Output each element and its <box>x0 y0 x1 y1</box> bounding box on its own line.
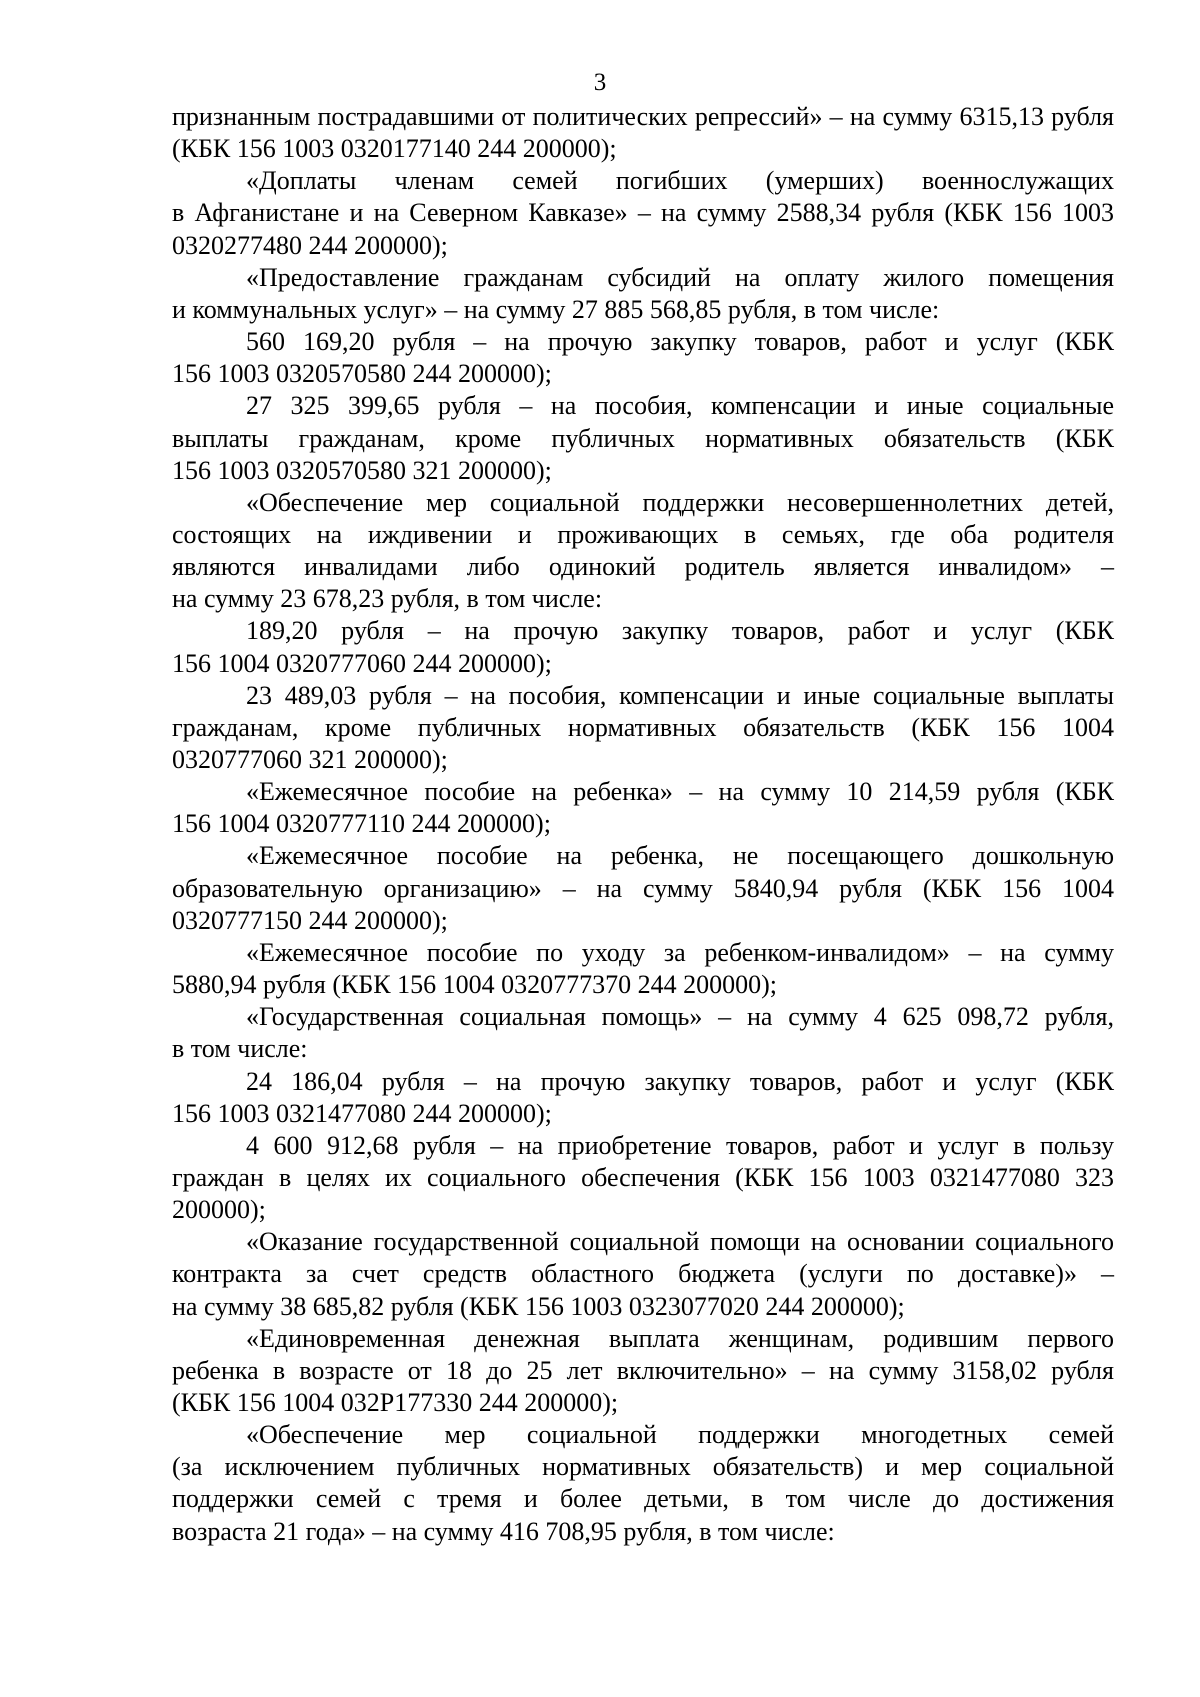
text-line: 0320277480 244 200000); <box>172 230 448 260</box>
text-line: «Доплаты членам семей погибших (умерших) военнослужащих <box>246 166 1114 196</box>
text-line: на сумму 23 678,23 рубля, в том числе: <box>172 584 603 614</box>
text-line: «Оказание государственной социальной помощи на основании социального <box>246 1227 1114 1257</box>
text-line: «Государственная социальная помощь» – на сумму 4 625 098,72 рубля, <box>246 1002 1114 1032</box>
text-line: состоящих на иждивении и проживающих в семьях, где оба родителя <box>172 519 1114 549</box>
text-line: 5880,94 рубля (КБК 156 1004 0320777370 244 200000); <box>172 970 777 1000</box>
text-line: являются инвалидами либо одинокий родитель является инвалидом» – <box>172 552 1114 582</box>
text-line: 156 1004 0320777110 244 200000); <box>172 809 551 839</box>
text-line: «Единовременная денежная выплата женщинам, родившим первого <box>246 1323 1114 1353</box>
text-line: на сумму 38 685,82 рубля (КБК 156 1003 0323077020 244 200000); <box>172 1291 905 1321</box>
text-line: гражданам, кроме публичных нормативных обязательств (КБК 156 1004 <box>172 712 1114 742</box>
text-line: 23 489,03 рубля – на пособия, компенсации и иные социальные выплаты <box>246 680 1114 710</box>
text-line: 24 186,04 рубля – на прочую закупку товаров, работ и услуг (КБК <box>246 1066 1114 1096</box>
text-line: 4 600 912,68 рубля – на приобретение товаров, работ и услуг в пользу <box>246 1130 1114 1160</box>
text-line: (КБК 156 1003 0320177140 244 200000); <box>172 134 617 164</box>
text-line: 560 169,20 рубля – на прочую закупку товаров, работ и услуг (КБК <box>246 327 1114 357</box>
text-line: образовательную организацию» – на сумму 5840,94 рубля (КБК 156 1004 <box>172 873 1114 903</box>
text-line: «Ежемесячное пособие на ребенка» – на сумму 10 214,59 рубля (КБК <box>246 777 1114 807</box>
text-line: выплаты гражданам, кроме публичных нормативных обязательств (КБК <box>172 423 1114 453</box>
text-line: 156 1003 0321477080 244 200000); <box>172 1098 552 1128</box>
text-line: 0320777060 321 200000); <box>172 745 448 774</box>
text-line: 156 1004 0320777060 244 200000); <box>172 648 552 678</box>
text-line: признанным пострадавшими от политических репрессий» – на сумму 6315,13 рубля <box>172 102 1114 131</box>
text-line: ребенка в возрасте от 18 до 25 лет включительно» – на сумму 3158,02 рубля <box>172 1355 1114 1385</box>
text-line: (КБК 156 1004 032Р177330 244 200000); <box>172 1388 619 1417</box>
text-line: контракта за счет средств областного бюджета (услуги по доставке)» – <box>172 1259 1114 1289</box>
text-line: в том числе: <box>172 1034 308 1064</box>
text-line: граждан в целях их социального обеспечения (КБК 156 1003 0321477080 323 <box>172 1162 1114 1192</box>
text-line: 156 1003 0320570580 244 200000); <box>172 359 552 389</box>
text-line: «Обеспечение мер социальной поддержки многодетных семей <box>246 1420 1114 1450</box>
text-line: и коммунальных услуг» – на сумму 27 885 568,85 рубля, в том числе: <box>172 294 940 324</box>
text-line: 27 325 399,65 рубля – на пособия, компенсации и иные социальные <box>246 391 1114 421</box>
text-line: в Афганистане и на Северном Кавказе» – на сумму 2588,34 рубля (КБК 156 1003 <box>172 198 1114 228</box>
text-line: «Предоставление гражданам субсидий на оплату жилого помещения <box>246 262 1114 292</box>
text-line: 189,20 рубля – на прочую закупку товаров, работ и услуг (КБК <box>246 616 1114 646</box>
text-line: 200000); <box>172 1195 266 1225</box>
text-line: 0320777150 244 200000); <box>172 905 448 935</box>
text-line: «Обеспечение мер социальной поддержки несовершеннолетних детей, <box>246 487 1114 517</box>
text-line: возраста 21 года» – на сумму 416 708,95 рубля, в том числе: <box>172 1516 835 1546</box>
text-line: (за исключением публичных нормативных обязательств) и мер социальной <box>172 1452 1114 1482</box>
page-number: 3 <box>593 69 607 96</box>
text-line: 156 1003 0320570580 321 200000); <box>172 455 552 485</box>
text-line: «Ежемесячное пособие на ребенка, не посещающего дошкольную <box>246 841 1114 871</box>
text-line: «Ежемесячное пособие по уходу за ребенком-инвалидом» – на сумму <box>246 937 1114 967</box>
text-line: поддержки семей с тремя и более детьми, в том числе до достижения <box>172 1484 1114 1514</box>
